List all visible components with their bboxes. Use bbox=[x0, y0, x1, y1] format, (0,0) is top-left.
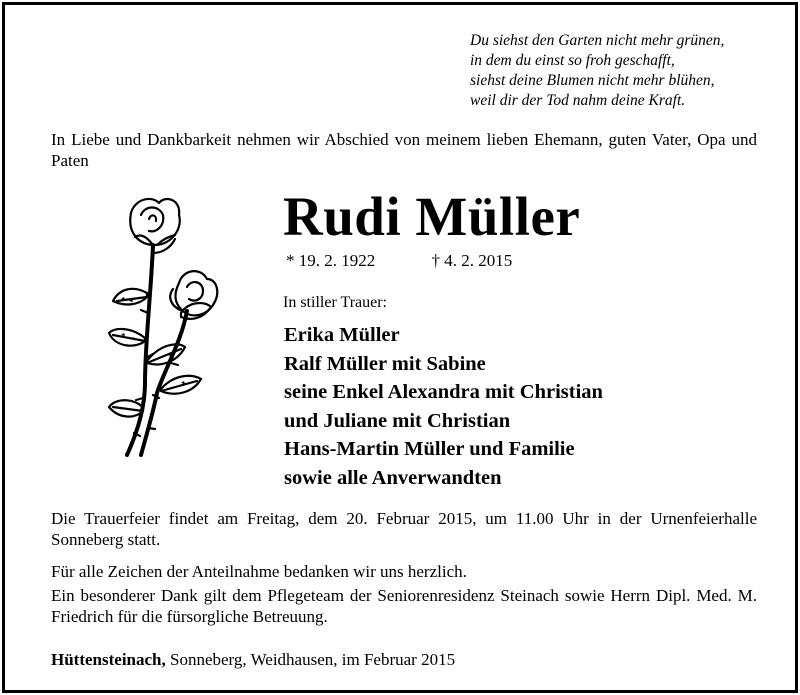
obituary-frame bbox=[2, 2, 798, 693]
funeral-info: Die Trauerfeier findet am Freitag, dem 20. Februar 2015, um 11.00 Uhr in der Urnenfeierhalle Sonneberg statt. bbox=[51, 509, 757, 549]
closing-place: Hüttensteinach, bbox=[51, 650, 166, 669]
mourner: Ralf Müller mit Sabine bbox=[284, 352, 486, 375]
rose-icon bbox=[101, 193, 231, 463]
life-dates bbox=[286, 251, 512, 271]
birth-date: * 19. 2. 1922 bbox=[286, 251, 376, 270]
poem-line: in dem du einst so froh geschafft, bbox=[470, 52, 675, 69]
poem-line: weil dir der Tod nahm deine Kraft. bbox=[470, 92, 686, 109]
mourner: Erika Müller bbox=[284, 324, 400, 346]
death-date: † 4. 2. 2015 bbox=[431, 251, 513, 270]
intro-text: In Liebe und Dankbarkeit nehmen wir Abschied von meinem lieben Ehemann, guten Vater, Opa und Paten bbox=[51, 130, 757, 170]
deceased-name: Rudi Müller bbox=[283, 186, 581, 247]
closing-rest: Sonneberg, Weidhausen, im Februar 2015 bbox=[165, 650, 456, 669]
poem bbox=[470, 31, 724, 111]
thanks-text: Für alle Zeichen der Anteilnahme bedanken wir uns herzlich. bbox=[51, 562, 467, 581]
mourner: Hans-Martin Müller und Familie bbox=[284, 438, 575, 461]
poem-line: Du siehst den Garten nicht mehr grünen, bbox=[470, 32, 725, 49]
mourner: seine Enkel Alexandra mit Christian bbox=[284, 381, 603, 404]
closing-line bbox=[51, 650, 455, 670]
special-thanks-text: Ein besonderer Dank gilt dem Pflegeteam der Seniorenresidenz Steinach sowie Herrn Dipl. Med. M. Friedrich für die fürsorgliche Betreuung. bbox=[51, 586, 757, 626]
mourning-label: In stiller Trauer: bbox=[283, 294, 387, 311]
mourner: und Juliane mit Christian bbox=[284, 409, 511, 432]
mourner: sowie alle Anverwandten bbox=[284, 466, 502, 489]
poem-line: siehst deine Blumen nicht mehr blühen, bbox=[470, 72, 715, 89]
mourners-list bbox=[284, 321, 603, 493]
